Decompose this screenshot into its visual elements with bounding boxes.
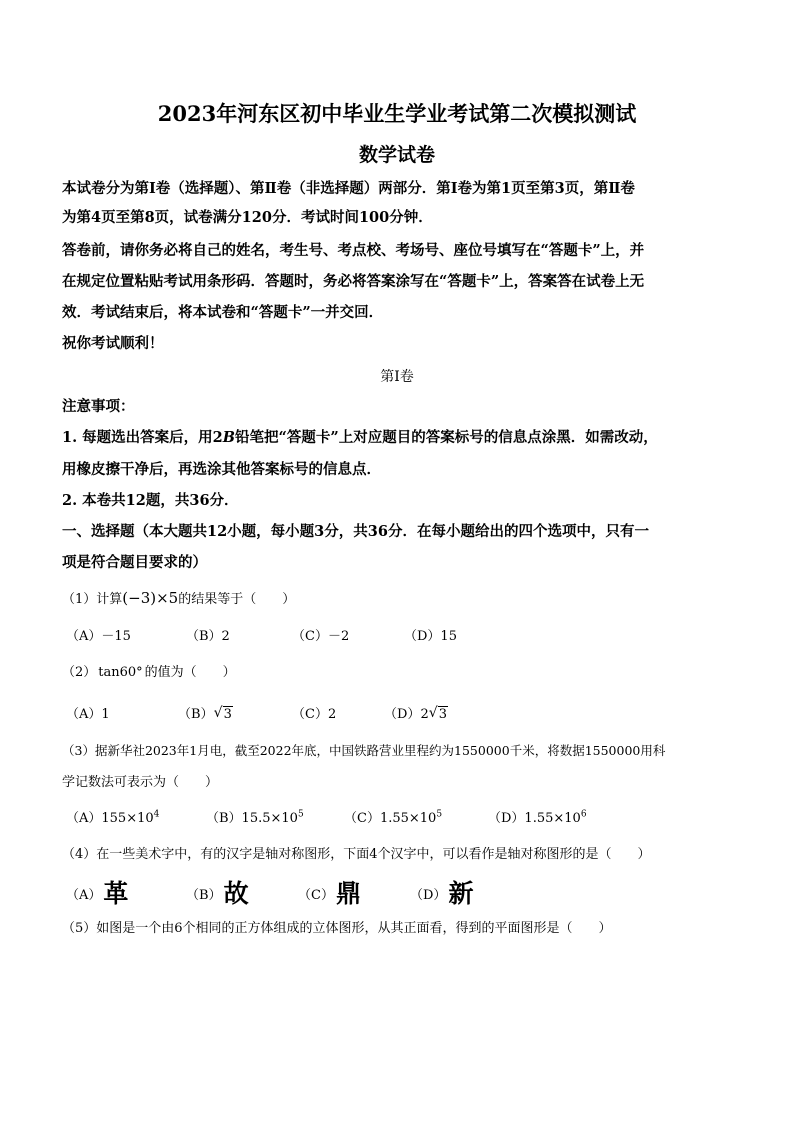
intro-line-1: 本试卷分为第Ⅰ卷（选择题）、第Ⅱ卷（非选择题）两部分．第Ⅰ卷为第1页至第3页，第Ⅱ卷 <box>62 180 635 197</box>
note-1-a: 1. 每题选出答案后，用2 <box>62 429 223 446</box>
q4-option-b-char: 故 <box>223 879 249 908</box>
q2-option-b-radicand: 3 <box>223 707 232 722</box>
q3-option-c <box>344 807 442 826</box>
q2-prefix: （2） <box>62 665 97 680</box>
question-4: （4）在一些美术字中，有的汉字是轴对称图形，下面4个汉字中，可以看作是轴对称图形的是（ ） <box>62 847 651 862</box>
question-3-line-2: 学记数法可表示为（ ） <box>62 775 219 790</box>
note-1-b: B <box>222 429 236 446</box>
q1-prefix: （1）计算 <box>62 592 123 607</box>
q1-option-c: （C）－2 <box>292 629 350 644</box>
q3-option-a <box>66 807 159 826</box>
note-1-c: 铅笔把“答题卡”上对应题目的答案标号的信息点涂黑．如需改动， <box>235 429 658 446</box>
question-3-line-1: （3）据新华社2023年1月电，截至2022年底，中国铁路营业里程约为1550000千米，将数据1550000用科 <box>62 743 666 758</box>
q3-option-a-label: （A）155×10 <box>66 811 154 826</box>
intro-line-2: 为第4页至第8页，试卷满分120分．考试时间100分钟． <box>62 209 433 226</box>
note-2: 2. 本卷共12题，共36分． <box>62 492 239 509</box>
q4-option-d-label: （D） <box>410 888 447 903</box>
q1-expression: (−3)×5 <box>122 589 179 607</box>
question-5: （5）如图是一个由6个相同的正方体组成的立体图形，从其正面看，得到的平面图形是（ ） <box>62 921 612 936</box>
note-1 <box>62 426 754 447</box>
part-heading-2: 项是符合题目要求的） <box>62 554 207 571</box>
q3-option-b-exp: 5 <box>297 809 304 820</box>
q2-expression: tan60° <box>98 665 143 680</box>
q2-option-b-label: （B） <box>178 707 214 722</box>
intro-line-6: 祝你考试顺利！ <box>62 335 164 352</box>
intro-line-3: 答卷前，请你务必将自己的姓名，考生号、考点校、考场号、座位号填写在“答题卡”上，并 <box>62 242 645 259</box>
q4-option-d-char: 新 <box>448 879 474 908</box>
q4-option-a-label: （A） <box>66 888 102 903</box>
q1-suffix: 的结果等于（ ） <box>178 592 296 607</box>
q3-option-d <box>488 807 587 826</box>
q3-option-c-exp: 5 <box>436 809 443 820</box>
sqrt-symbol: √ 3 <box>213 705 232 722</box>
q1-option-d: （D）15 <box>404 629 457 644</box>
part-heading-1: 一、选择题（本大题共12小题，每小题3分，共36分．在每小题给出的四个选项中，只有一 <box>62 523 649 540</box>
notes-title: 注意事项： <box>62 398 135 415</box>
q4-option-a <box>66 874 128 910</box>
q1-option-b: （B）2 <box>186 629 230 644</box>
q4-option-d <box>410 874 473 910</box>
q3-option-d-label: （D）1.55×10 <box>488 811 581 826</box>
note-1-line-2: 用橡皮擦干净后，再选涂其他答案标号的信息点． <box>62 461 381 478</box>
question-1 <box>62 588 754 607</box>
q3-option-a-exp: 4 <box>153 809 160 820</box>
q2-option-d-radicand: 3 <box>438 707 447 722</box>
q3-option-c-label: （C）1.55×10 <box>344 811 437 826</box>
q3-option-b-label: （B）15.5×10 <box>206 811 298 826</box>
q2-option-a: （A）1 <box>66 707 110 722</box>
q2-suffix: 的值为（ ） <box>144 665 236 680</box>
intro-line-4: 在规定位置粘贴考试用条形码．答题时，务必将答案涂写在“答题卡”上，答案答在试卷上无 <box>62 273 645 290</box>
q1-option-a: （A）－15 <box>66 629 131 644</box>
section-title: 第Ⅰ卷 <box>380 369 414 385</box>
q4-option-c <box>298 874 361 910</box>
q4-option-b-label: （B） <box>186 888 222 903</box>
q2-option-c: （C）2 <box>292 707 337 722</box>
q4-option-a-char: 革 <box>103 879 129 908</box>
exam-subtitle: 数学试卷 <box>358 144 435 166</box>
q4-option-b <box>186 874 249 910</box>
exam-title: 2023年河东区初中毕业生学业考试第二次模拟测试 <box>157 101 637 126</box>
sqrt-symbol: √ 3 <box>428 705 447 722</box>
q2-option-d <box>384 703 448 722</box>
intro-line-5: 效．考试结束后，将本试卷和“答题卡”一并交回． <box>62 304 384 321</box>
q2-option-b <box>178 703 233 722</box>
q2-option-d-coef: 2 <box>420 707 429 722</box>
q4-option-c-label: （C） <box>298 888 334 903</box>
q2-option-d-label: （D） <box>384 707 421 722</box>
question-2 <box>62 661 754 680</box>
q3-option-b <box>206 807 304 826</box>
q3-option-d-exp: 6 <box>580 809 587 820</box>
q4-option-c-char: 鼎 <box>335 879 361 908</box>
